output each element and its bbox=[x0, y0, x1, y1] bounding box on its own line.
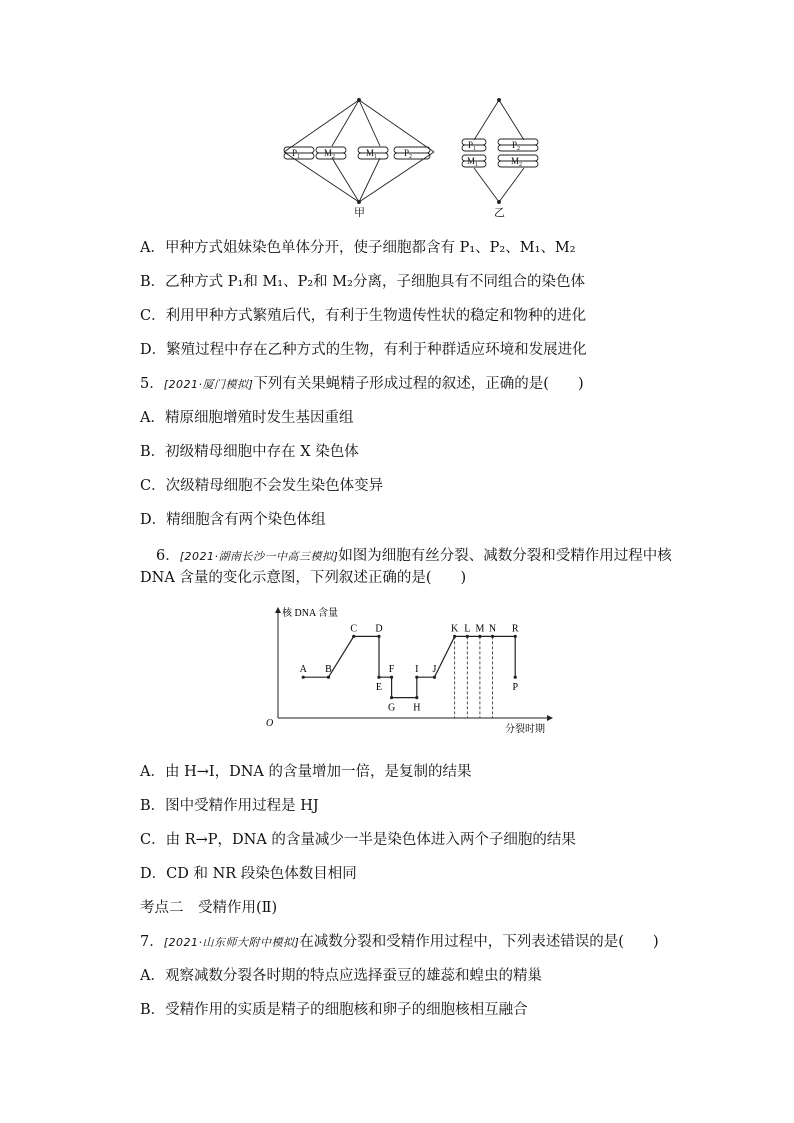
q6-option-b: B．图中受精作用过程是 HJ bbox=[140, 798, 319, 814]
q5-option-a: A．精原细胞增殖时发生基因重组 bbox=[140, 410, 354, 426]
q7-number: 7． bbox=[140, 934, 164, 950]
figure-division-modes bbox=[270, 92, 550, 222]
q6-stem-line1 bbox=[156, 546, 672, 567]
q4-option-d: D．繁殖过程中存在乙种方式的生物，有利于种群适应环境和发展进化 bbox=[140, 342, 587, 358]
q7-option-b: B．受精作用的实质是精子的细胞核和卵子的细胞核相互融合 bbox=[140, 1002, 528, 1018]
chrom-label-yi-p2: $P_2$ bbox=[512, 140, 521, 152]
point-label-J: J bbox=[432, 664, 437, 676]
chrom-label-yi-m2: $M_2$ bbox=[511, 156, 523, 168]
q5-stem bbox=[140, 374, 584, 395]
q5-source: [2021·厦门模拟] bbox=[163, 378, 254, 391]
point-P bbox=[514, 676, 517, 679]
q4-option-b: B．乙种方式 P₁和 M₁、P₂和 M₂分离，子细胞具有不同组合的染色体 bbox=[140, 274, 585, 290]
point-label-L: L bbox=[464, 623, 471, 635]
q6-option-c: C．由 R→P，DNA 的含量减少一半是染色体进入两个子细胞的结果 bbox=[140, 832, 576, 848]
section-title: 考点二 受精作用(Ⅱ) bbox=[140, 900, 278, 916]
diagram-jia bbox=[284, 99, 434, 204]
point-G bbox=[390, 696, 393, 699]
q4-option-c: C．利用甲种方式繁殖后代，有利于生物遗传性状的稳定和物种的进化 bbox=[140, 308, 587, 324]
point-F bbox=[390, 676, 393, 679]
chrom-label-p1: $P_1$ bbox=[292, 148, 301, 160]
point-E bbox=[377, 676, 380, 679]
q5-option-b: B．初级精母细胞中存在 X 染色体 bbox=[140, 444, 359, 460]
point-label-E: E bbox=[375, 682, 383, 694]
q6-text-1: 如图为细胞有丝分裂、减数分裂和受精作用过程中核 bbox=[338, 548, 672, 564]
q6-source: [2021·湖南长沙一中高三模拟] bbox=[179, 550, 339, 563]
point-label-I: I bbox=[415, 664, 419, 676]
q4-option-a: A．甲种方式姐妹染色单体分开，使子细胞都含有 P₁、P₂、M₁、M₂ bbox=[140, 240, 576, 256]
q7-option-a: A．观察减数分裂各时期的特点应选择蚕豆的雄蕊和蝗虫的精巢 bbox=[140, 968, 542, 984]
point-M bbox=[478, 635, 481, 638]
x-axis-label: 分裂时期 bbox=[505, 724, 545, 735]
q5-option-d: D．精细胞含有两个染色体组 bbox=[140, 512, 326, 528]
point-label-N: N bbox=[488, 623, 497, 635]
point-label-P: P bbox=[512, 682, 519, 694]
label-jia: 甲 bbox=[354, 207, 365, 219]
q5-text: 下列有关果蝇精子形成过程的叙述，正确的是( ) bbox=[253, 376, 584, 392]
point-C bbox=[352, 635, 355, 638]
point-N bbox=[491, 635, 494, 638]
point-K bbox=[453, 635, 456, 638]
diagram-yi-labels bbox=[467, 140, 522, 219]
point-B bbox=[327, 676, 330, 679]
q6-number: 6． bbox=[156, 548, 180, 564]
q7-stem bbox=[140, 932, 659, 953]
y-axis-label: 核 DNA 含量 bbox=[282, 608, 339, 619]
dashed-guides bbox=[455, 636, 493, 718]
q6-option-d: D．CD 和 NR 段染色体数目相同 bbox=[140, 866, 357, 882]
point-H bbox=[415, 696, 418, 699]
point-I bbox=[415, 676, 418, 679]
label-yi: 乙 bbox=[494, 207, 505, 219]
point-label-D: D bbox=[375, 623, 383, 635]
q6-option-a: A．由 H→I，DNA 的含量增加一倍，是复制的结果 bbox=[140, 764, 472, 780]
point-label-C: C bbox=[350, 623, 358, 635]
point-label-K: K bbox=[451, 623, 459, 635]
point-D bbox=[377, 635, 380, 638]
q6-stem-line2: DNA 含量的变化示意图，下列叙述正确的是( ) bbox=[140, 570, 467, 586]
dna-series-line bbox=[303, 636, 515, 697]
chrom-label-m2: $M_2$ bbox=[324, 148, 336, 160]
point-L bbox=[466, 635, 469, 638]
point-label-G: G bbox=[387, 702, 396, 714]
point-label-M: M bbox=[475, 623, 485, 635]
chrom-label-p2: $P_2$ bbox=[404, 148, 413, 160]
q5-number: 5． bbox=[140, 376, 164, 392]
point-label-R: R bbox=[511, 623, 519, 635]
dna-content-chart bbox=[258, 602, 558, 738]
point-label-A: A bbox=[299, 664, 307, 676]
point-J bbox=[433, 676, 436, 679]
point-R bbox=[514, 635, 517, 638]
q7-source: [2021·山东师大附中模拟] bbox=[163, 936, 300, 949]
q7-text: 在减数分裂和受精作用过程中，下列表述错误的是( ) bbox=[299, 934, 659, 950]
chrom-label-yi-p1: $P_1$ bbox=[468, 140, 477, 152]
point-label-H: H bbox=[413, 702, 421, 714]
chrom-label-m1: $M_1$ bbox=[366, 148, 378, 160]
point-A bbox=[302, 676, 305, 679]
chrom-label-yi-m1: $M_1$ bbox=[467, 156, 479, 168]
q5-option-c: C．次级精母细胞不会发生染色体变异 bbox=[140, 478, 384, 494]
point-label-F: F bbox=[388, 664, 395, 676]
point-label-B: B bbox=[325, 664, 332, 676]
origin-label: O bbox=[266, 718, 274, 729]
